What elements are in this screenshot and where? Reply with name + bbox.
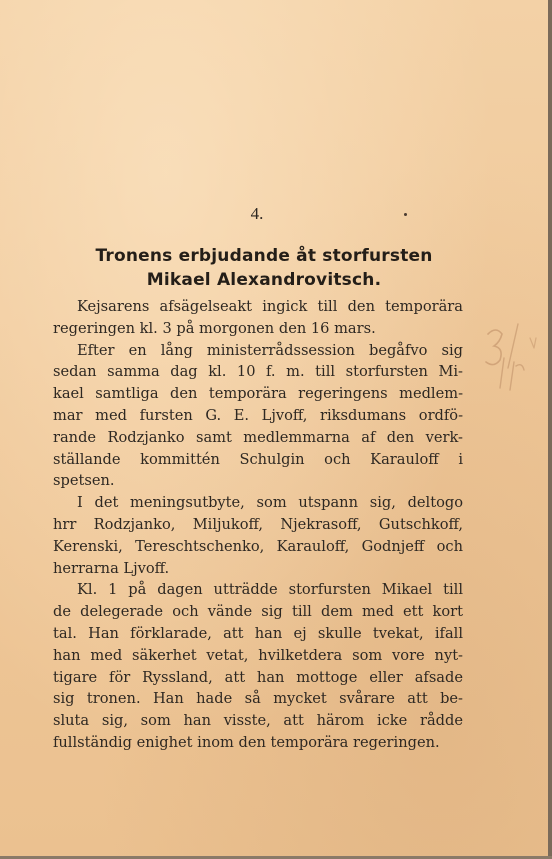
text-line: Efter en lång ministerrådssession begåfvo sig [77, 341, 463, 359]
text-line: sedan samma dag kl. 10 f. m. till storfursten Mi- [53, 363, 463, 381]
text-line: rande Rodzjanko samt medlemmarna af den verk- [53, 428, 463, 446]
page-number: 4. [250, 204, 264, 223]
text-line: han med säkerhet vetat, hvilketdera som vore nyt- [53, 646, 463, 664]
text-line: spetsen. [53, 472, 115, 490]
text-line: mar med fursten G. E. Ljvoff, riksdumans ordfö- [53, 406, 463, 424]
text-line: hrr Rodzjanko, Miljukoff, Njekrasoff, Gutschkoff, [53, 515, 463, 533]
text-line: Kejsarens afsägelseakt ingick till den temporära [77, 298, 463, 315]
text-line: sig tronen. Han hade så mycket svårare att be- [53, 690, 463, 708]
text-line: tigare för Ryssland, att han mottoge eller afsade [53, 668, 463, 686]
chapter-title [60, 244, 468, 292]
text-line: Kerenski, Tereschtschenko, Karauloff, Godnjeff och [53, 537, 463, 555]
text-line: fullständig enighet inom den temporära regeringen. [53, 733, 440, 751]
text-line: ställande kommittén Schulgin och Karauloff i [53, 450, 463, 468]
text-line: herrarna Ljvoff. [53, 559, 170, 577]
page-edge-right [548, 0, 552, 859]
text-line: sluta sig, som han visste, att härom icke rådde [53, 712, 463, 730]
text-line: kael samtliga den temporära regeringens medlem- [53, 385, 463, 403]
chapter-title-line-1: Tronens erbjudande åt storfursten [95, 246, 433, 266]
chapter-title-line-2: Mikael Alexandrovitsch. [146, 270, 382, 290]
text-line: regeringen kl. 3 på morgonen den 16 mars. [53, 319, 376, 337]
text-line: de delegerade och vände sig till dem med ett kort [53, 603, 463, 621]
text-line: Kl. 1 på dagen utträdde storfursten Mikael till [77, 581, 463, 599]
body-text [53, 296, 463, 754]
text-line: tal. Han förklarade, att han ej skulle tvekat, ifall [53, 624, 463, 642]
text-line: I det meningsutbyte, som utspann sig, deltogo [77, 494, 463, 512]
pencil-marginal-mark [478, 318, 544, 398]
